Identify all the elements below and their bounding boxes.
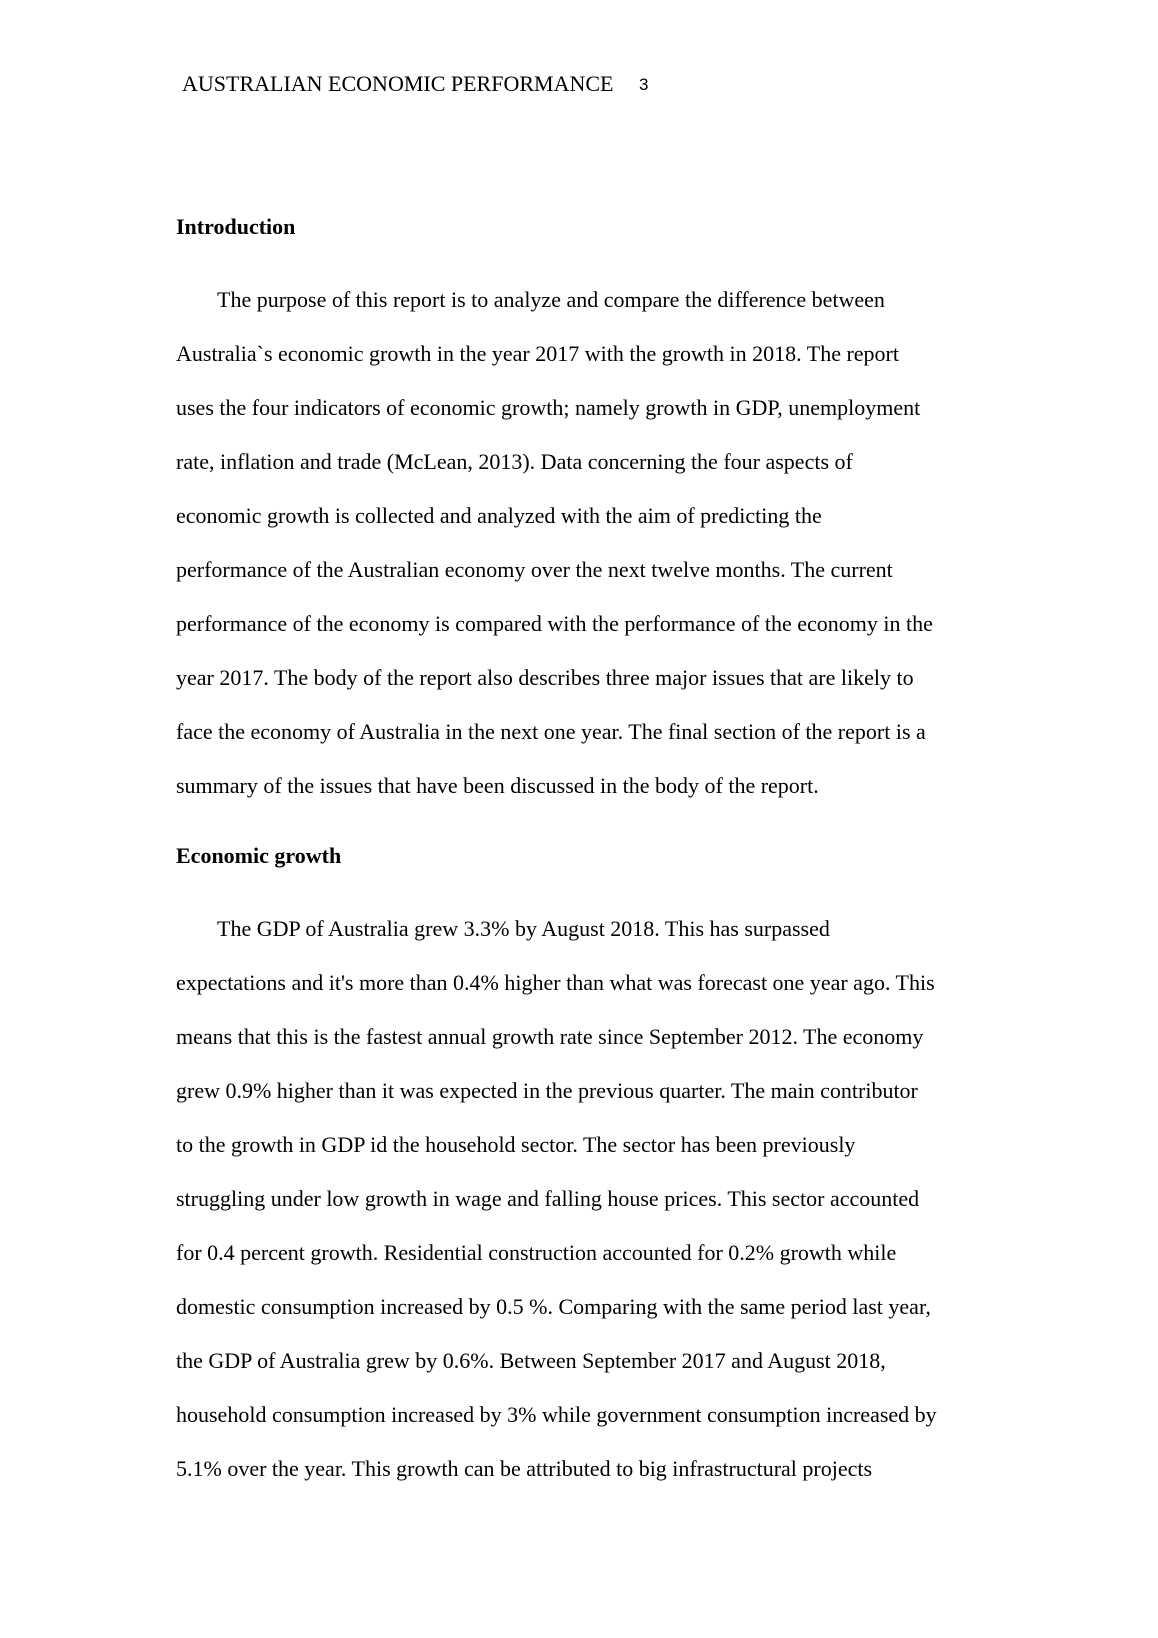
running-header <box>182 70 648 100</box>
text-line: performance of the economy is compared with the performance of the economy in the <box>176 611 933 636</box>
text-line: year 2017. The body of the report also describes three major issues that are likely to <box>176 665 914 690</box>
text-line: face the economy of Australia in the next one year. The final section of the report is a <box>176 719 926 744</box>
text-line: uses the four indicators of economic growth; namely growth in GDP, unemployment <box>176 395 921 420</box>
text-line: rate, inflation and trade (McLean, 2013). Data concerning the four aspects of <box>176 449 853 474</box>
text-line: domestic consumption increased by 0.5 %. Comparing with the same period last year, <box>176 1294 931 1319</box>
section-heading-introduction: Introduction <box>176 214 296 239</box>
text-line: The purpose of this report is to analyze and compare the difference between <box>217 287 885 312</box>
text-line: struggling under low growth in wage and falling house prices. This sector accounted <box>176 1186 920 1211</box>
text-line: performance of the Australian economy over the next twelve months. The current <box>176 557 893 582</box>
text-line: expectations and it's more than 0.4% higher than what was forecast one year ago. This <box>176 970 935 995</box>
running-title: AUSTRALIAN ECONOMIC PERFORMANCE <box>182 71 614 96</box>
text-line: for 0.4 percent growth. Residential construction accounted for 0.2% growth while <box>176 1240 897 1265</box>
economic-growth-paragraph <box>176 902 1006 1496</box>
text-line: to the growth in GDP id the household sector. The sector has been previously <box>176 1132 856 1157</box>
text-line: Australia`s economic growth in the year 2017 with the growth in 2018. The report <box>176 341 899 366</box>
text-line: 5.1% over the year. This growth can be attributed to big infrastructural projects <box>176 1456 873 1481</box>
text-line: means that this is the fastest annual growth rate since September 2012. The economy <box>176 1024 924 1049</box>
introduction-paragraph <box>176 273 1006 813</box>
text-line: household consumption increased by 3% while government consumption increased by <box>176 1402 937 1427</box>
page-number: 3 <box>638 75 649 94</box>
text-line: the GDP of Australia grew by 0.6%. Between September 2017 and August 2018, <box>176 1348 886 1373</box>
text-line: summary of the issues that have been discussed in the body of the report. <box>176 773 819 798</box>
document-body <box>176 213 1006 1496</box>
text-line: The GDP of Australia grew 3.3% by August 2018. This has surpassed <box>217 916 830 941</box>
text-line: grew 0.9% higher than it was expected in the previous quarter. The main contributor <box>176 1078 918 1103</box>
section-heading-economic-growth: Economic growth <box>176 843 342 868</box>
text-line: economic growth is collected and analyzed with the aim of predicting the <box>176 503 822 528</box>
